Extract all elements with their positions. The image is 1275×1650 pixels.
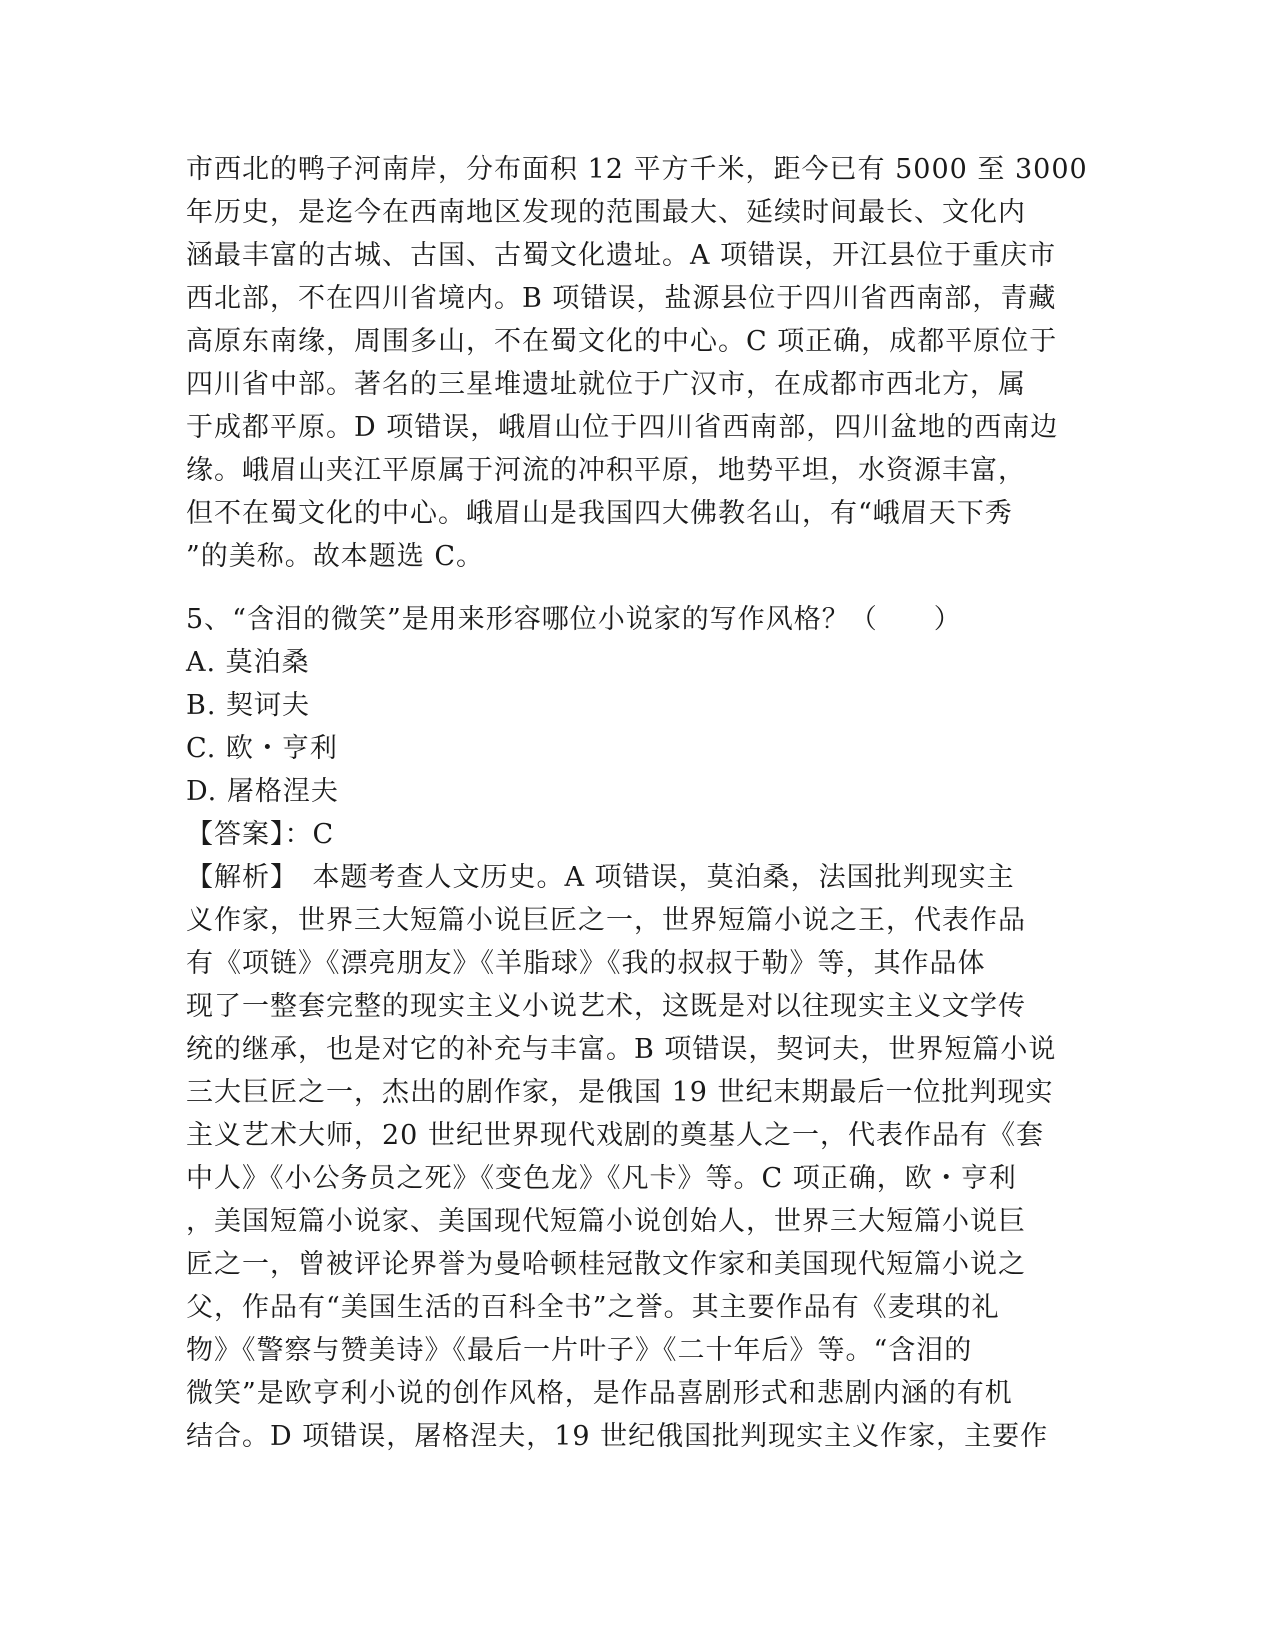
paragraph-line: 但不在蜀文化的中心。峨眉山是我国四大佛教名山，有“峨眉天下秀 xyxy=(186,498,1013,529)
analysis-line: 匠之一，曾被评论界誉为曼哈顿桂冠散文作家和美国现代短篇小说之 xyxy=(186,1249,1026,1280)
analysis-line: 父，作品有“美国生活的百科全书”之誉。其主要作品有《麦琪的礼 xyxy=(186,1292,1000,1323)
paragraph-line: 市西北的鸭子河南岸，分布面积 12 平方千米，距今已有 5000 至 3000 xyxy=(186,154,1088,185)
paragraph-line: 于成都平原。D 项错误，峨眉山位于四川省西南部，四川盆地的西南边 xyxy=(186,412,1059,443)
analysis-line: 现了一整套完整的现实主义小说艺术，这既是对以往现实主义文学传 xyxy=(186,991,1026,1022)
paragraph-line: 涵最丰富的古城、古国、古蜀文化遗址。A 项错误，开江县位于重庆市 xyxy=(186,240,1057,271)
paragraph-line: 缘。峨眉山夹江平原属于河流的冲积平原，地势平坦，水资源丰富， xyxy=(186,455,1026,486)
analysis-line: 【解析】 本题考查人文历史。A 项错误，莫泊桑，法国批判现实主 xyxy=(186,862,1015,893)
answer-line: 【答案】：C xyxy=(186,819,335,850)
question-stem: 5、“含泪的微笑”是用来形容哪位小说家的写作风格？（ ） xyxy=(186,604,962,635)
analysis-line: ，美国短篇小说家、美国现代短篇小说创始人，世界三大短篇小说巨 xyxy=(186,1206,1026,1237)
paragraph-line: ”的美称。故本题选 C。 xyxy=(186,541,485,572)
previous-analysis-continuation xyxy=(186,148,1086,578)
paragraph-line: 年历史，是迄今在西南地区发现的范围最大、延续时间最长、文化内 xyxy=(186,197,1026,228)
paragraph-line: 高原东南缘，周围多山，不在蜀文化的中心。C 项正确，成都平原位于 xyxy=(186,326,1058,357)
analysis-line: 中人》《小公务员之死》《变色龙》《凡卡》等。C 项正确，欧・亨利 xyxy=(186,1163,1017,1194)
analysis-line: 结合。D 项错误，屠格涅夫，19 世纪俄国批判现实主义作家，主要作 xyxy=(186,1421,1049,1452)
analysis-line: 三大巨匠之一，杰出的剧作家，是俄国 19 世纪末期最后一位批判现实 xyxy=(186,1077,1054,1108)
paragraph-line: 西北部，不在四川省境内。B 项错误，盐源县位于四川省西南部，青藏 xyxy=(186,283,1057,314)
analysis-line: 义作家，世界三大短篇小说巨匠之一，世界短篇小说之王，代表作品 xyxy=(186,905,1026,936)
analysis-line: 物》《警察与赞美诗》《最后一片叶子》《二十年后》等。“含泪的 xyxy=(186,1335,973,1366)
analysis-line: 主义艺术大师，20 世纪世界现代戏剧的奠基人之一，代表作品有《套 xyxy=(186,1120,1044,1151)
option-a: A. 莫泊桑 xyxy=(186,647,310,678)
paragraph-line: 四川省中部。著名的三星堆遗址就位于广汉市，在成都市西北方，属 xyxy=(186,369,1026,400)
analysis-line: 有《项链》《漂亮朋友》《羊脂球》《我的叔叔于勒》等，其作品体 xyxy=(186,948,986,979)
analysis-line: 微笑”是欧亨利小说的创作风格，是作品喜剧形式和悲剧内涵的有机 xyxy=(186,1378,1013,1409)
option-d: D. 屠格涅夫 xyxy=(186,776,339,807)
question-5 xyxy=(186,598,1086,1458)
analysis-line: 统的继承，也是对它的补充与丰富。B 项错误，契诃夫，世界短篇小说 xyxy=(186,1034,1057,1065)
option-c: C. 欧・亨利 xyxy=(186,733,338,764)
option-b: B. 契诃夫 xyxy=(186,690,311,721)
